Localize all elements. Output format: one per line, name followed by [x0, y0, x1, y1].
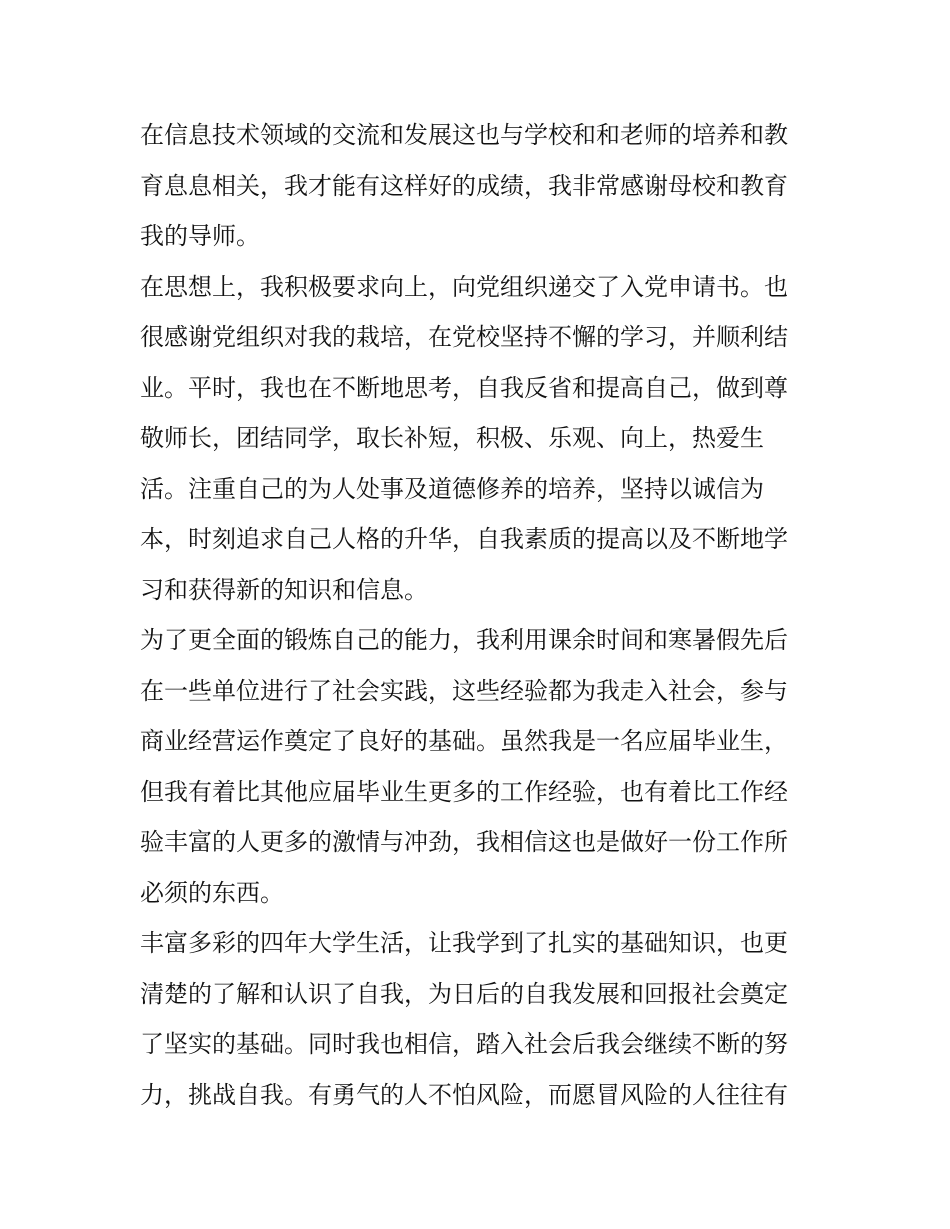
text-line: 商业经营运作奠定了良好的基础。虽然我是一名应届毕业生， [140, 727, 788, 755]
text-line: 必须的东西。 [140, 878, 284, 907]
text-line: 了坚实的基础。同时我也相信，踏入社会后我会继续不断的努 [140, 1030, 788, 1058]
text-line: 验丰富的人更多的激情与冲劲，我相信这也是做好一份工作所 [140, 828, 788, 856]
text-line: 本，时刻追求自己人格的升华，自我素质的提高以及不断地学 [140, 525, 788, 553]
paragraph [140, 110, 812, 262]
text-line: 育息息相关，我才能有这样好的成绩，我非常感谢母校和教育 [140, 171, 788, 200]
paragraph [140, 918, 812, 1120]
text-line: 敬师长，团结同学，取长补短，积极、乐观、向上，热爱生 [140, 424, 764, 452]
paragraph [140, 262, 812, 616]
text-line: 在思想上，我积极要求向上，向党组织递交了入党申请书。也 [140, 272, 788, 301]
text-line: 力，挑战自我。有勇气的人不怕风险，而愿冒风险的人往往有 [140, 1080, 788, 1109]
text-line: 清楚的了解和认识了自我，为日后的自我发展和回报社会奠定 [140, 979, 788, 1008]
text-line: 在一些单位进行了社会实践，这些经验都为我走入社会，参与 [140, 676, 788, 705]
text-line: 但我有着比其他应届毕业生更多的工作经验，也有着比工作经 [140, 777, 788, 806]
text-line: 很感谢党组织对我的栽培，在党校坚持不懈的学习，并顺利结 [140, 323, 788, 351]
text-line: 活。注重自己的为人处事及道德修养的培养，坚持以诚信为 [140, 474, 764, 503]
text-line: 我的导师。 [140, 222, 260, 250]
paragraph [140, 615, 812, 918]
text-line: 为了更全面的锻炼自己的能力，我利用课余时间和寒暑假先后 [140, 626, 788, 654]
text-line: 业。平时，我也在不断地思考，自我反省和提高自己，做到尊 [140, 373, 788, 402]
text-line: 丰富多彩的四年大学生活，让我学到了扎实的基础知识，也更 [140, 929, 788, 957]
text-line: 在信息技术领域的交流和发展这也与学校和和老师的培养和教 [140, 121, 788, 149]
text-line: 习和获得新的知识和信息。 [140, 575, 428, 604]
document-body [140, 110, 812, 1120]
